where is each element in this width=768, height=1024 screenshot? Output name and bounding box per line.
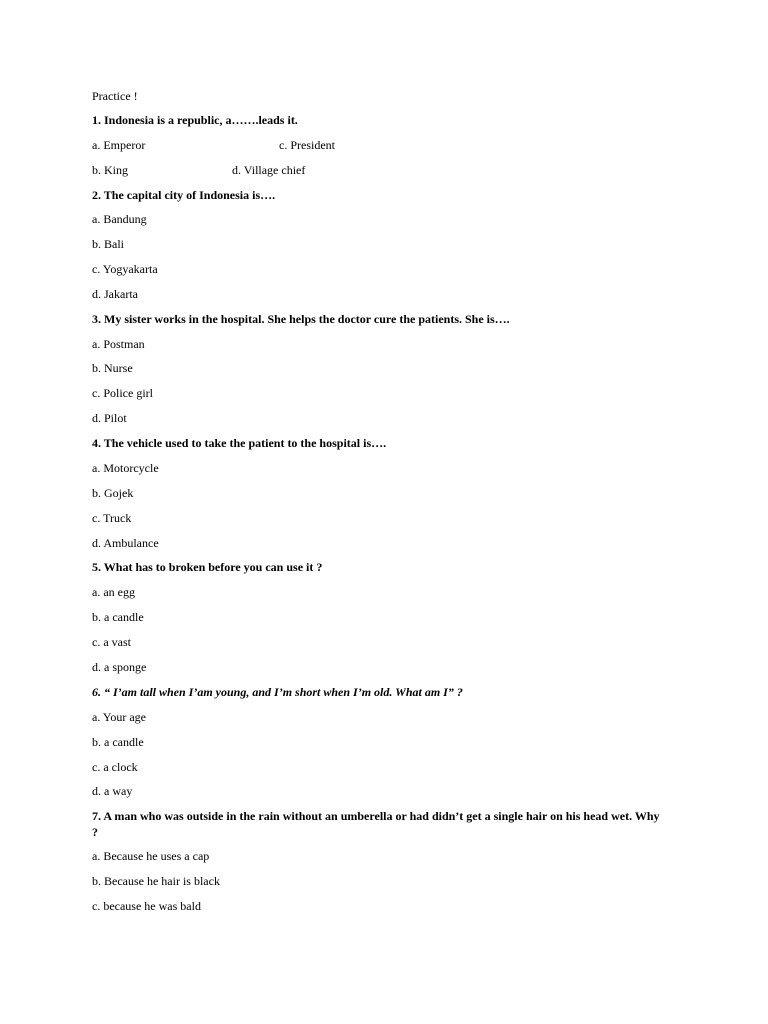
question-4: 4. The vehicle used to take the patient to the hospital is…. bbox=[92, 436, 387, 450]
q4-option-c: c. Truck bbox=[92, 511, 132, 525]
q7-option-a: a. Because he uses a cap bbox=[92, 849, 210, 863]
q2-option-d: d. Jakarta bbox=[92, 287, 138, 301]
q6-option-b: b. a candle bbox=[92, 735, 144, 749]
q2-option-b: b. Bali bbox=[92, 237, 124, 251]
q3-option-d: d. Pilot bbox=[92, 411, 127, 425]
q3-option-a: a. Postman bbox=[92, 337, 145, 351]
question-3: 3. My sister works in the hospital. She helps the doctor cure the patients. She is…. bbox=[92, 312, 510, 326]
q3-option-c: c. Police girl bbox=[92, 386, 153, 400]
q5-option-a: a. an egg bbox=[92, 585, 135, 599]
q2-option-a: a. Bandung bbox=[92, 212, 147, 226]
q1-option-b: b. King bbox=[92, 163, 128, 177]
q5-option-d: d. a sponge bbox=[92, 660, 147, 674]
q7-option-b: b. Because he hair is black bbox=[92, 874, 220, 888]
q4-option-d: d. Ambulance bbox=[92, 536, 159, 550]
q6-option-a: a. Your age bbox=[92, 710, 146, 724]
q7-option-c: c. because he was bald bbox=[92, 899, 201, 913]
q6-option-c: c. a clock bbox=[92, 760, 138, 774]
question-7: 7. A man who was outside in the rain without an umberella or had didn’t get a single hair on his head wet. Why ? bbox=[92, 809, 660, 839]
q5-option-b: b. a candle bbox=[92, 610, 144, 624]
q2-option-c: c. Yogyakarta bbox=[92, 262, 158, 276]
question-2: 2. The capital city of Indonesia is…. bbox=[92, 188, 276, 202]
q1-option-a: a. Emperor bbox=[92, 138, 146, 152]
q6-option-d: d. a way bbox=[92, 784, 133, 798]
question-5: 5. What has to broken before you can use it ? bbox=[92, 560, 323, 574]
worksheet-heading: Practice ! bbox=[92, 89, 138, 103]
q1-option-c: c. President bbox=[279, 138, 335, 152]
question-6: 6. “ I’am tall when I’am young, and I’m short when I’m old. What am I” ? bbox=[92, 685, 463, 699]
q4-option-a: a. Motorcycle bbox=[92, 461, 159, 475]
q1-option-d: d. Village chief bbox=[232, 163, 306, 177]
question-1: 1. Indonesia is a republic, a…….leads it. bbox=[92, 113, 298, 127]
q3-option-b: b. Nurse bbox=[92, 361, 133, 375]
q5-option-c: c. a vast bbox=[92, 635, 131, 649]
q4-option-b: b. Gojek bbox=[92, 486, 134, 500]
